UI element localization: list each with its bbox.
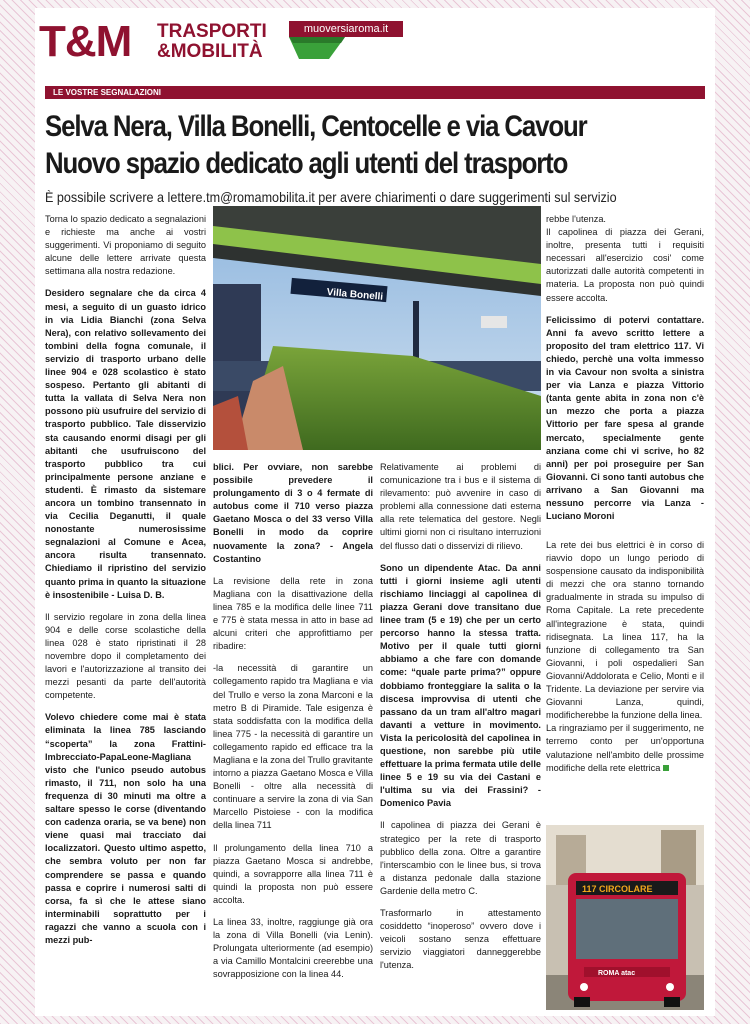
letter-paragraph: blici. Per ovviare, non sarebbe possibile prevedere il prolungamento di 3 o 4 fermate di autobus come il 710 verso piazza Gaetano Mosca o del 33 verso Villa Bonelli in modo da coprire nuovamente la zona? - Angela Costantino xyxy=(213,462,373,564)
reply-paragraph: rebbe l'utenza. xyxy=(546,214,606,224)
article-column-3 xyxy=(380,461,541,1008)
reply-paragraph: Il capolinea di piazza dei Gerani è strategico per la rete di trasporto pubblico della zona. Oltre a garantire l'interscambio con le linee bus, si trova a distanza pedonale dalla stazione Gardenie della metro C. xyxy=(380,820,541,896)
letter-paragraph: Volevo chiedere come mai è stata eliminata la linea 785 lasciando “scoperta” la zona Frattini-Imbrecciato-PapaLeone-Magliana visto che l'unico pseudo autobus rimasto, il 711, non solo ha una frequenza di 30 minuti ma oltre a saltare spesso le corse (diventando con cadenza oraria, se va bene) non viene quasi mai tracciato dai localizzatori. Questo ultimo aspetto, che sembra voluto per non far comprendere se passa e quando passa e coprire i numerosi salti di corsa, fa sì che le attese siano interminabili soprattutto per i ragazzi che vanno a scuola con i mezzi pub- xyxy=(45,712,206,945)
site-link[interactable]: muoversiaroma.it xyxy=(289,21,403,37)
station-photo xyxy=(213,206,541,450)
reply-paragraph: Trasformarlo in attestamento cosiddetto “inoperoso” ovvero dove i veicoli sostano senza effettuare servizio viaggiatori danneggerebbe l'utenza. xyxy=(380,908,541,971)
article-column-2 xyxy=(213,461,373,1008)
bus-photo xyxy=(546,825,704,1010)
article-column-1 xyxy=(45,213,206,1008)
reply-paragraph: Il servizio regolare in zona della linea 904 e delle corse scolastiche della linea 028 è stato ripristinati il 28 novembre dopo il completamento dei lavori e l'autorizzazione al transito dei mezzi pesanti da parte dell'autorità competente. xyxy=(45,611,206,701)
flag-icon xyxy=(289,37,345,59)
bus-route-display: 117 CIRCOLARE xyxy=(582,884,653,894)
reply-paragraph: La rete dei bus elettrici è in corso di riavvio dopo un lungo periodo di sospensione causato da indisponibilità di mezzi che ora stanno tornando gradualmente in strada su impulso di Roma Capitale. La rete precedente all'integrazione è stata, quindi ridisegnata. La linea 117, ha la funzione di collegamento tra San Giovanni, i poli ospedalieri San Giovanni/Addolorata e Celio, Monti e il Tridente. La deviazione per servire via Giovanni Lanza, quindi, modificherebbe la funzione della linea. xyxy=(546,540,704,721)
logo: T&M xyxy=(39,17,132,66)
reply-paragraph xyxy=(546,722,704,774)
letter-paragraph: Sono un dipendente Atac. Da anni tutti i giorni insieme agli utenti rischiamo linciaggi al capolinea di piazza Gerani dove transitano due linee tram (5 e 19) che per un certo percorso hanno la stessa tratta. Motivo per il quale tutti giorni abbiamo a che fare con domande come: “quale parte prima?” oppure dobbiamo fronteggiare la salita o la discesa improvvisa di utenti che passano da un tram all'altro magari davanti a vetture in movimento. Vista la pericolosità del capolinea in questione, non sarebbe più utile effettuare la prima fermata utile delle linee 5 e 19 su via dei Castani e l'ultima su via dei Frassini? - Domenico Pavia xyxy=(380,562,541,809)
masthead xyxy=(39,14,315,76)
subheadline: È possibile scrivere a lettere.tm@romamobilita.it per avere chiarimenti o dare suggerimenti sul servizio xyxy=(45,189,617,205)
section-label: LE VOSTRE SEGNALAZIONI xyxy=(45,86,705,99)
logo-line-1: TRASPORTI xyxy=(157,21,267,42)
headline-line-2: Nuovo spazio dedicato agli utenti del trasporto xyxy=(45,147,568,180)
letter-paragraph: Felicissimo di potervi contattare. Anni fa avevo scritto lettere a proposito del tram elettrico 117. Vi chiedo, perchè una volta immesso in via Cavour non svolta a sinistra per via Lanza e piazza Vittorio (tanta gente abita in zona non c'è un mezzo che porta a piazza Vittorio per fare spesa al grande mercato, specialmente gente anziana come chi vi scrive, ho 82 anni) per poi proseguire per San Giovanni. Ci sono tanti autobus che arrivano a San Giovanni ma nessuno percorre via Lanza - Luciano Moroni xyxy=(546,314,704,522)
reply-paragraph: Il prolungamento della linea 710 a piazza Gaetano Mosca si andrebbe, quindi, a sovrapporre alla linea 711 è quindi la proposta non può essere accolta. xyxy=(213,842,373,905)
page-title xyxy=(45,108,613,182)
article-column-4-top xyxy=(546,213,704,522)
headline-line-1: Selva Nera, Villa Bonelli, Centocelle e via Cavour xyxy=(45,110,587,143)
logo-line-2: &MOBILITÀ xyxy=(157,41,263,62)
reply-paragraph: La revisione della rete in zona Magliana con la disattivazione della linea 785 e la modifica delle linee 711 e 775 è stata messa in atto in base ad alcuni criteri che approfittiamo per ribadire: xyxy=(213,575,373,652)
article-column-4-bottom xyxy=(546,539,704,819)
letter-paragraph: Desidero segnalare che da circa 4 mesi, a seguito di un guasto idrico in via Lidia Bianchi (zona Selva Nera), con relativo sollevamento dei tombini della fogna comunale, il servizio di trasporto urbano delle linee 904 e 028 scolastico è stato sospeso. Pertanto gli abitanti di tutta la vallata di Selva Nera non possono più usufruire del servizio di trasporto pubblico. Tale disservizio sta causando enormi disagi per gli abitanti che usufruiscono del trasporto pubblico tra cui principalmente persone anziane e studenti. È rimasto da sistemare ancora un tombino transennato in via Cecilia Deganutti, il quale nonostante numerosissime segnalazioni al Comune e Acea, ancora risulta transennato. Chiediamo il ripristino del servizio quanto prima in quanto la situazione è insostenibile - Luisa D. B. xyxy=(45,288,206,600)
newspaper-page xyxy=(35,8,715,1016)
reply-paragraph: Il capolinea di piazza dei Gerani, inoltre, presenta tutti i requisiti necessari all'esercizio cosi' come autorizzati dalle autorità competenti in materia. La proposta non può quindi essere accolta. xyxy=(546,227,704,303)
reply-paragraph: Relativamente ai problemi di comunicazione tra i bus e il sistema di rilevamento: può avvenire in caso di problemi alla connessione dati esterna alla rete telematica del gestore. Negli ultimi giorni non ci risultano interruzioni del flusso dati o disservizi di rilievo. xyxy=(380,462,541,551)
reply-paragraph: -la necessità di garantire un collegamento rapido tra Magliana e via del Trullo e verso la zona Marconi e la metro B di Piramide. Tale esigenza è stata soddisfatta con la modifica della linea 775 - la necessità di garantire un collegamento rapido ed efficace tra la Magliana e la zona del Trullo gravitante intorno a piazza Gaetano Mosca e Villa Bonelli - oltre alla necessità di continuare a servire la zona di via San Marcello Pistoiese - con la modifica della linea 711 xyxy=(213,663,373,831)
reply-paragraph: La linea 33, inoltre, raggiunge già ora la zona di Villa Bonelli (via Lenin). Prolungata ulteriormente (ad esempio) a via Camillo Montalcini creerebbe una sovrapposizione con la linea 44. xyxy=(213,917,373,980)
end-of-article-icon xyxy=(663,765,669,771)
station-sign: Villa Bonelli xyxy=(326,286,384,303)
logo-wordmark xyxy=(157,22,267,62)
closing-text: La ringraziamo per il suggerimento, ne terremo conto per un'opportuna valutazione nell'ambito delle prossime modifiche della rete elettrica xyxy=(546,723,704,773)
intro-paragraph: Torna lo spazio dedicato a segnalazioni e richieste ma anche ai vostri suggerimenti. Vi proponiamo di seguito alcune delle lettere arrivate questa settimana alla nostra redazione. xyxy=(45,214,206,277)
bus-brand: ROMA atac xyxy=(598,970,636,977)
